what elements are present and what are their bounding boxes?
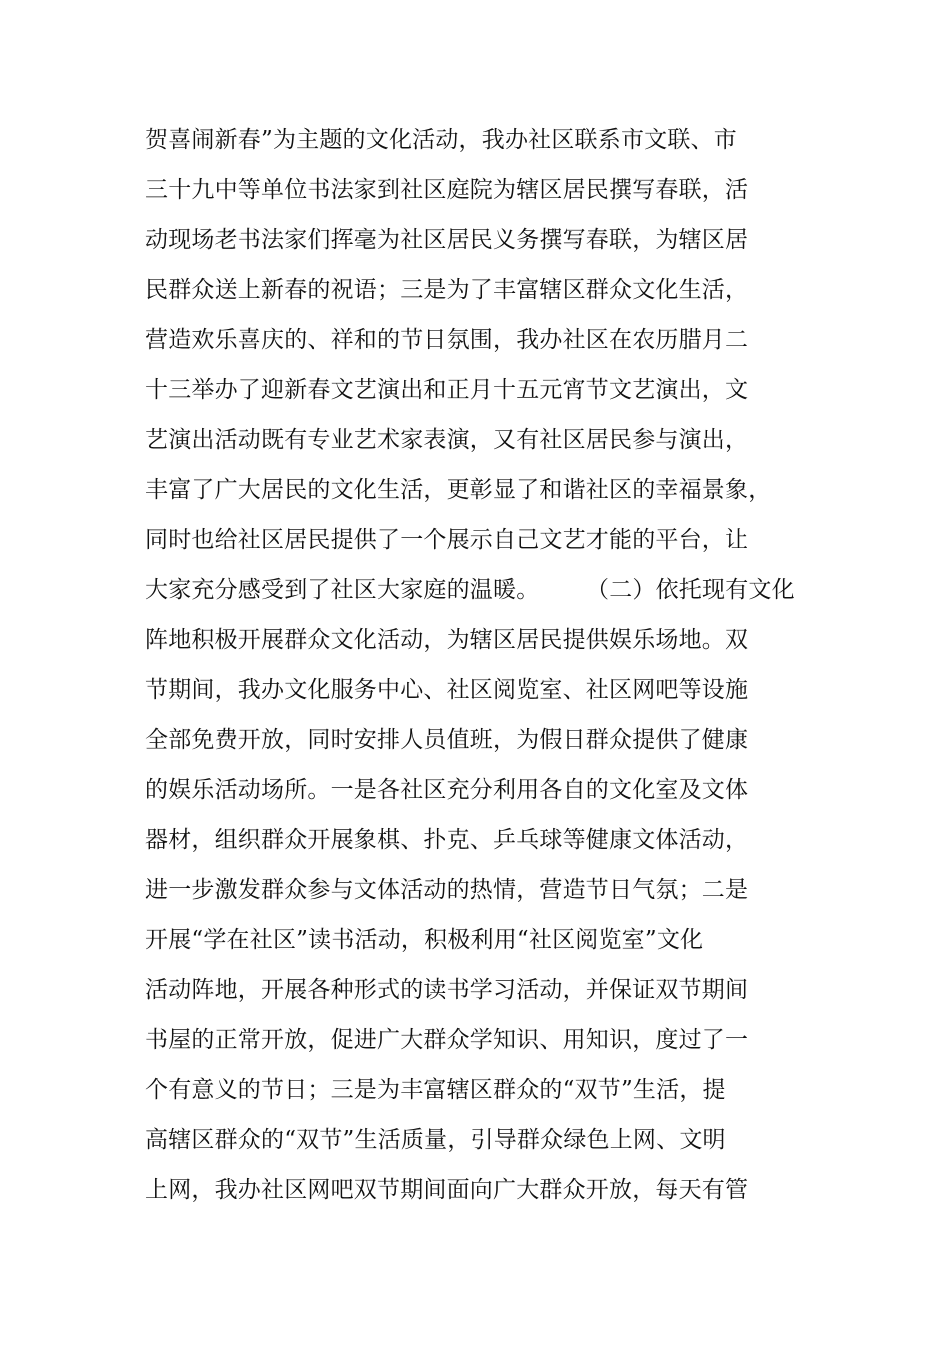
text-line: 全部免费开放，同时安排人员值班，为假日群众提供了健康 <box>145 727 749 753</box>
text-line: 民群众送上新春的祝语；三是为了丰富辖区群众文化生活， <box>145 277 749 303</box>
text-line: 进一步激发群众参与文体活动的热情，营造节日气氛；二是 <box>145 877 749 903</box>
body-text <box>145 118 805 1218</box>
text-line: 贺喜闹新春”为主题的文化活动，我办社区联系市文联、市 <box>145 127 737 153</box>
text-line: 同时也给社区居民提供了一个展示自己文艺才能的平台，让 <box>145 527 749 553</box>
text-line: 活动阵地，开展各种形式的读书学习活动，并保证双节期间 <box>145 977 749 1003</box>
text-line: 的娱乐活动场所。一是各社区充分利用各自的文化室及文体 <box>145 777 749 803</box>
text-line: 个有意义的节日；三是为丰富辖区群众的“双节”生活，提 <box>145 1077 726 1103</box>
text-line: 器材，组织群众开展象棋、扑克、乒乓球等健康文体活动， <box>145 827 749 853</box>
text-line: 动现场老书法家们挥毫为社区居民义务撰写春联，为辖区居 <box>145 227 749 253</box>
text-line: 大家充分感受到了社区大家庭的温暖。 （二）依托现有文化 <box>145 577 795 603</box>
text-line: 十三举办了迎新春文艺演出和正月十五元宵节文艺演出，文 <box>145 377 749 403</box>
text-line: 阵地积极开展群众文化活动，为辖区居民提供娱乐场地。双 <box>145 627 749 653</box>
text-line: 书屋的正常开放，促进广大群众学知识、用知识，度过了一 <box>145 1027 749 1053</box>
text-line: 艺演出活动既有专业艺术家表演，又有社区居民参与演出， <box>145 427 749 453</box>
text-line: 上网，我办社区网吧双节期间面向广大群众开放，每天有管 <box>145 1177 749 1203</box>
text-line: 高辖区群众的“双节”生活质量，引导群众绿色上网、文明 <box>145 1127 726 1153</box>
text-line: 营造欢乐喜庆的、祥和的节日氛围，我办社区在农历腊月二 <box>145 327 749 353</box>
text-line: 节期间，我办文化服务中心、社区阅览室、社区网吧等设施 <box>145 677 749 703</box>
text-line: 丰富了广大居民的文化生活，更彰显了和谐社区的幸福景象， <box>145 477 772 503</box>
text-line: 开展“学在社区”读书活动，积极利用“社区阅览室”文化 <box>145 927 704 953</box>
text-line: 三十九中等单位书法家到社区庭院为辖区居民撰写春联，活 <box>145 177 749 203</box>
